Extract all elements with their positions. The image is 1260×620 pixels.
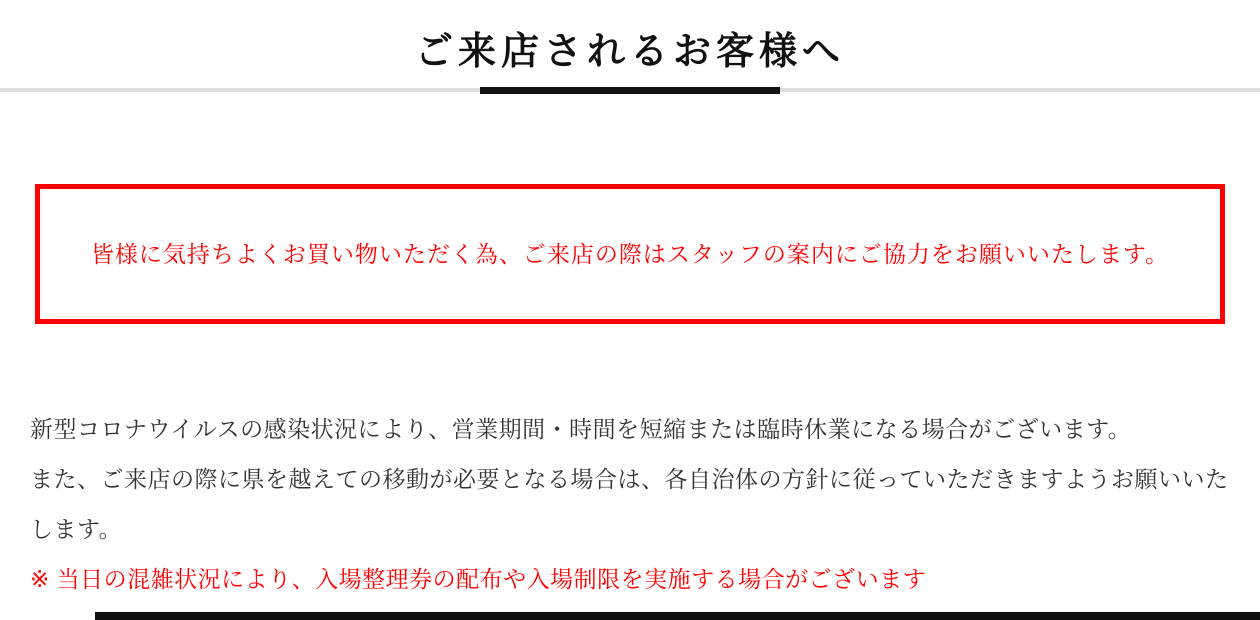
main-text-block	[0, 404, 1260, 604]
covid-paragraph-2: また、ご来店の際に県を越えての移動が必要となる場合は、各自治体の方針に従っていただきますようお願いいたします。	[30, 466, 1229, 542]
page-title: ご来店されるお客様へ	[414, 31, 845, 73]
red-notice-text: 皆様に気持ちよくお買い物いただく為、ご来店の際はスタッフの案内にご協力をお願いいたします。	[90, 241, 1170, 267]
covid-paragraph-1: 新型コロナウイルスの感染状況により、営業期間・時間を短縮または臨時休業になる場合がございます。	[30, 416, 1132, 442]
title-divider	[0, 87, 1260, 94]
page-header	[0, 0, 1260, 94]
crowding-note: ※ 当日の混雑状況により、入場整理券の配布や入場制限を実施する場合がございます	[30, 566, 927, 592]
title-underline-accent	[480, 87, 780, 94]
footer-top-bar	[95, 612, 1260, 620]
red-notice-box	[35, 184, 1225, 324]
